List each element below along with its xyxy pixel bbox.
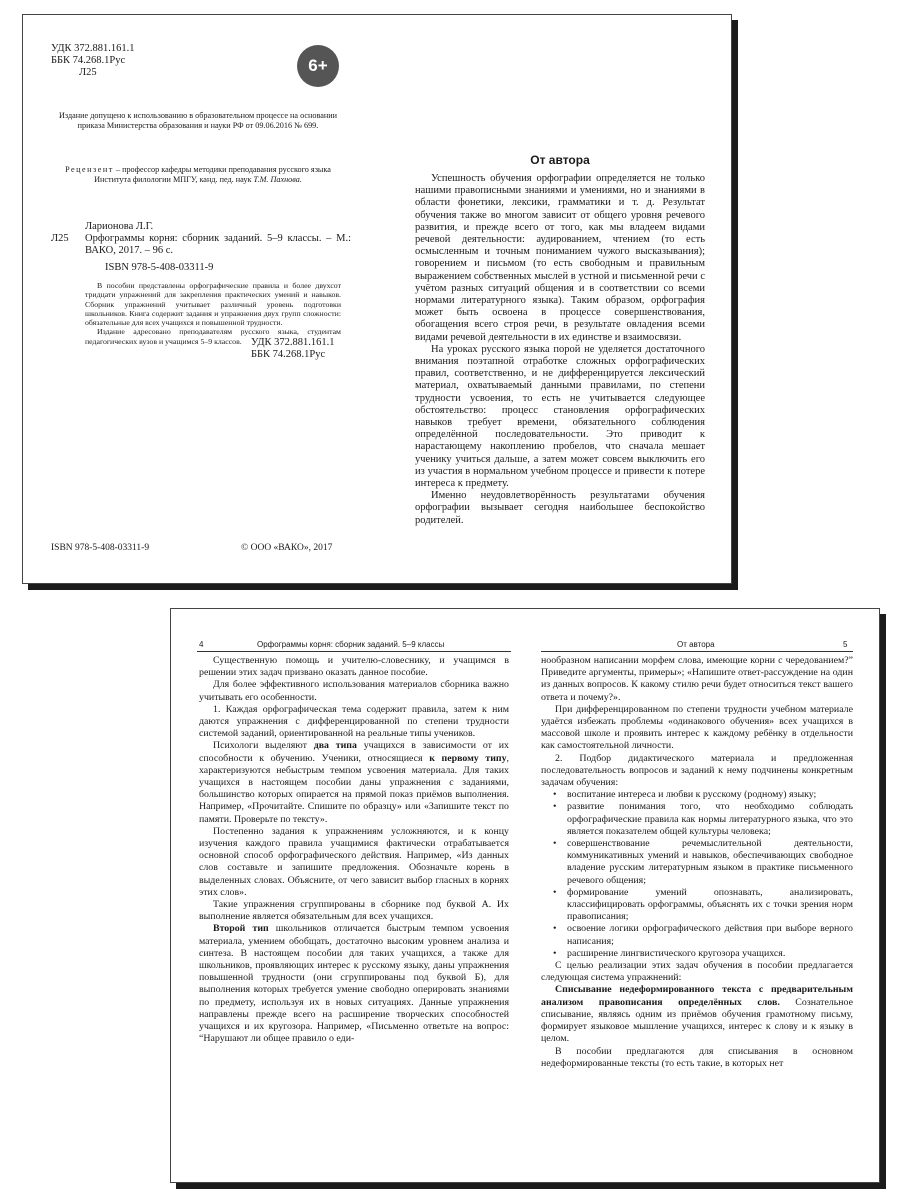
left-page-number: 4 [199,640,204,649]
list-item: • формирование умений опознавать, анализировать, классифицировать орфограммы, объяснять их с точки зрения норм правописания; [567,887,853,924]
right-page-number: 5 [843,640,848,649]
p4-para-7 [199,923,509,1045]
preface-body [415,173,705,527]
p4-para-4-bold-2: к первому типу [429,752,507,764]
classification-block-bottom [251,337,361,361]
preface-p1: Успешность обучения орфографии определяется не только нашими правописными знаниями и умениями, но и знаниями в области фонетики, лексики, грамматики и т. д. Результат обучения также во многом зависит от общего уровня речевого развития, и прежде всего от того, как мы владеем видами речевой деятельности: аудированием, чтением (то есть осмысленным и точным пониманием чужого высказывания); говорением и письмом (то есть свободным и правильным выражением собственных мыслей в устной и письменной речи с учётом разных ситуаций общения и в соответствии со всеми нормами литературного языка). Таким образом, орфография может быть освоена в процессе совершенствования, обогащения всего строя речи, в результате овладения всеми видами речевой деятельности в их единстве и взаимосвязи. [415,173,705,343]
p5-para-5 [541,984,853,1045]
page-4-text [199,655,509,1046]
p5-para-4: С целью реализации этих задач обучения в пособии предлагается следующая система упражнений: [541,960,853,984]
p4-para-4-e: , характеризуются небыстрым темпом усвоения материала. Для таких учащихся в настоящем пособии даны упражнения с заданиями, большинство которых опирается на прямой показ приёмов выполнения. Например, «Прочитайте. Спишите по образцу» или «Запишите текст по памяти. Проверьте по тексту». [199,752,509,825]
list-item: • расширение лингвистического кругозора учащихся. [567,948,853,960]
pages-4-5-spread [170,608,880,1183]
left-running-head: Орфограммы корня: сборник заданий. 5–9 классы [257,640,445,649]
p5-para-2: При дифференцированном по степени трудности учебном материале удаётся избежать проблемы «одинакового обучения» всех учащихся в массовой школе и проявить интерес к каждому ребёнку в отдельности как самостоятельной личности. [541,703,853,752]
list-item: • освоение логики орфографического действия при выборе верного написания; [567,923,853,947]
reviewer-text: – профессор кафедры методики преподавания русского языка Института филологии МПГУ, канд. пед. наук [94,165,331,184]
preface-p3: Именно неудовлетворённость результатами обучения орфографии вызывает сегодня наибольшее беспокойство родителей. [415,490,705,526]
list-item: • совершенствование речемыслительной деятельности, коммуникативных умений и навыков, обеспечивающих свободное владение русским литературным языком в практике письменного речевого общения; [567,838,853,887]
p4-para-3: 1. Каждая орфографическая тема содержит правила, затем к ним даются упражнения с дифференцированной по степени трудности системой заданий, ориентированной на реальные типы учеников. [199,703,509,740]
p5-para-1: нообразном написании морфем слова, имеющие корни с чередованием?” Приведите аргументы, примеры»; «Напишите ответ-рассуждение на один из данных вопросов. К какому стилю речи будет относиться текст вашего ответа и почему?». [541,655,853,703]
footer-isbn: ISBN 978-5-408-03311-9 [51,543,150,553]
p4-para-7-bold: Второй тип [213,923,269,935]
p4-para-5: Постепенно задания к упражнениям усложняются, и к концу изучения каждого правила учащимися фактически отрабатывается основной способ орфографического действия. Например, «Из данных слов составьте и запишите предложения. Обозначьте корень в выделенных словах. Объясните, от чего зависит выбор гласных в корнях этих слов». [199,825,509,898]
p4-para-7-b: школьников отличается быстрым темпом усвоения материала, умением обобщать, достаточно высоким уровнем анализа и синтеза. В настоящем пособии для таких учащихся, а также для школьников, проявляющих интерес к русскому языку, даны упражнения повышенной трудности (они сгруппированы под буквой Б), для выполнения которых требуется умение свободно оперировать знаниями по предмету, используя их в новых ситуациях. Данные упражнения направлены прежде всего на расширение творческих способностей учащихся и их кругозора. Например, «Письменно ответьте на вопрос: “Нарушают ли общее правило о еди- [199,923,509,1045]
list-item: • воспитание интереса и любви к русскому (родному) языку; [567,789,853,801]
reviewer-name: Т.М. Пахнова. [253,174,302,184]
approval-note: Издание допущено к использованию в образовательном процессе на основании приказа Министерства образования и науки РФ от 09.06.2016 № 699. [58,111,338,130]
reviewer-note [53,165,343,184]
p4-para-4 [199,740,509,825]
book-author: Ларионова Л.Г. [85,221,154,232]
page-5-text [541,655,853,1070]
p4-para-2: Для более эффективного использования материалов сборника важно учитывать его особенности. [199,679,509,703]
p5-para-3: 2. Подбор дидактического материала и предложенная последовательность вопросов и заданий к нему подчинены конкретным задачам обучения: [541,752,853,789]
right-running-head: От автора [677,640,715,649]
list-item: • развитие понимания того, что необходимо соблюдать орфографические правила как нормы литературного языка, что это является показателем общей культуры человека; [567,801,853,838]
p4-para-1: Существенную помощь и учителю-словеснику, и учащимся в решении этих задач призвано оказать данное пособие. [199,655,509,679]
annotation-p1: В пособии представлены орфографические правила и более двухсот тридцати упражнений для закрепления практических умений и навыков. Сборник упражнений учитывает различный уровень подготовки школьников. Книга содержит задания и упражнения двух групп сложности: обязательные для всех учащихся и повышенной трудности. [85,281,341,328]
imprint-spread [22,14,732,584]
catalog-card [51,221,351,274]
classification-block [51,43,191,80]
catalog-code: Л25 [51,233,69,245]
udk-code: УДК 372.881.161.1 [51,43,135,54]
annotation-p2: Издание адресовано преподавателям русского языка, студентам педагогических вузов и учащимся 5–9 классов. [85,327,341,346]
preface-title: От автора [530,153,590,167]
age-rating-badge: 6+ [297,45,339,87]
left-header-rule [197,651,511,652]
right-header-rule [541,651,853,652]
p4-para-4-bold-1: два типа [313,740,357,752]
p4-para-6: Такие упражнения сгруппированы в сборнике под буквой А. Их выполнение является обязательным для всех учащихся. [199,899,509,923]
author-mark: Л25 [79,67,97,79]
bbk-code-bottom: ББК 74.268.1Рус [251,349,326,361]
isbn-line: ISBN 978-5-408-03311-9 [105,261,214,273]
p4-para-4-a: Психологи выделяют [213,740,314,752]
p4-para-4-c: учащихся в зависимости от их способности к обучению. Ученики, относящиеся [199,740,509,764]
book-description: Орфограммы корня: сборник заданий. 5–9 классы. – М.: ВАКО, 2017. – 96 с. [85,233,351,257]
p5-para-5-bold: Списывание недеформированного текста с предварительным анализом правописания определённых слов. [541,984,853,1008]
udk-code-bottom: УДК 372.881.161.1 [251,337,335,348]
objectives-list [541,789,853,960]
reviewer-label: Рецензент [65,165,114,174]
footer-copyright: © ООО «ВАКО», 2017 [241,543,333,553]
preface-p2: На уроках русского языка порой не уделяется достаточного внимания поэтапной отработке сложных орфографических правил, соответственно, и не дифференцируется лексический материал, охватываемый данными правилами, по степени трудности усвоения, то есть не учитывается следующее обстоятельство: процесс становления орфографических навыков требует времени, обязательного соблюдения определённой последовательности. Это приводит к нарастающему накоплению пробелов, что сначала мешает ученику учиться дальше, а затем может совсем выключить его из участия в нормальном учебном процессе и привести к потере интереса к предмету. [415,343,705,490]
bbk-code: ББК 74.268.1Рус [51,55,126,67]
preface-page [415,153,705,527]
p5-para-6: В пособии предлагаются для списывания в основном недеформированные тексты (то есть такие, в которых нет [541,1045,853,1069]
p5-para-5-b: Сознательное списывание, являясь одним из приёмов обучения грамотному письму, формирует языковое мышление учащихся, интерес к слову и к языку в целом. [541,996,854,1045]
